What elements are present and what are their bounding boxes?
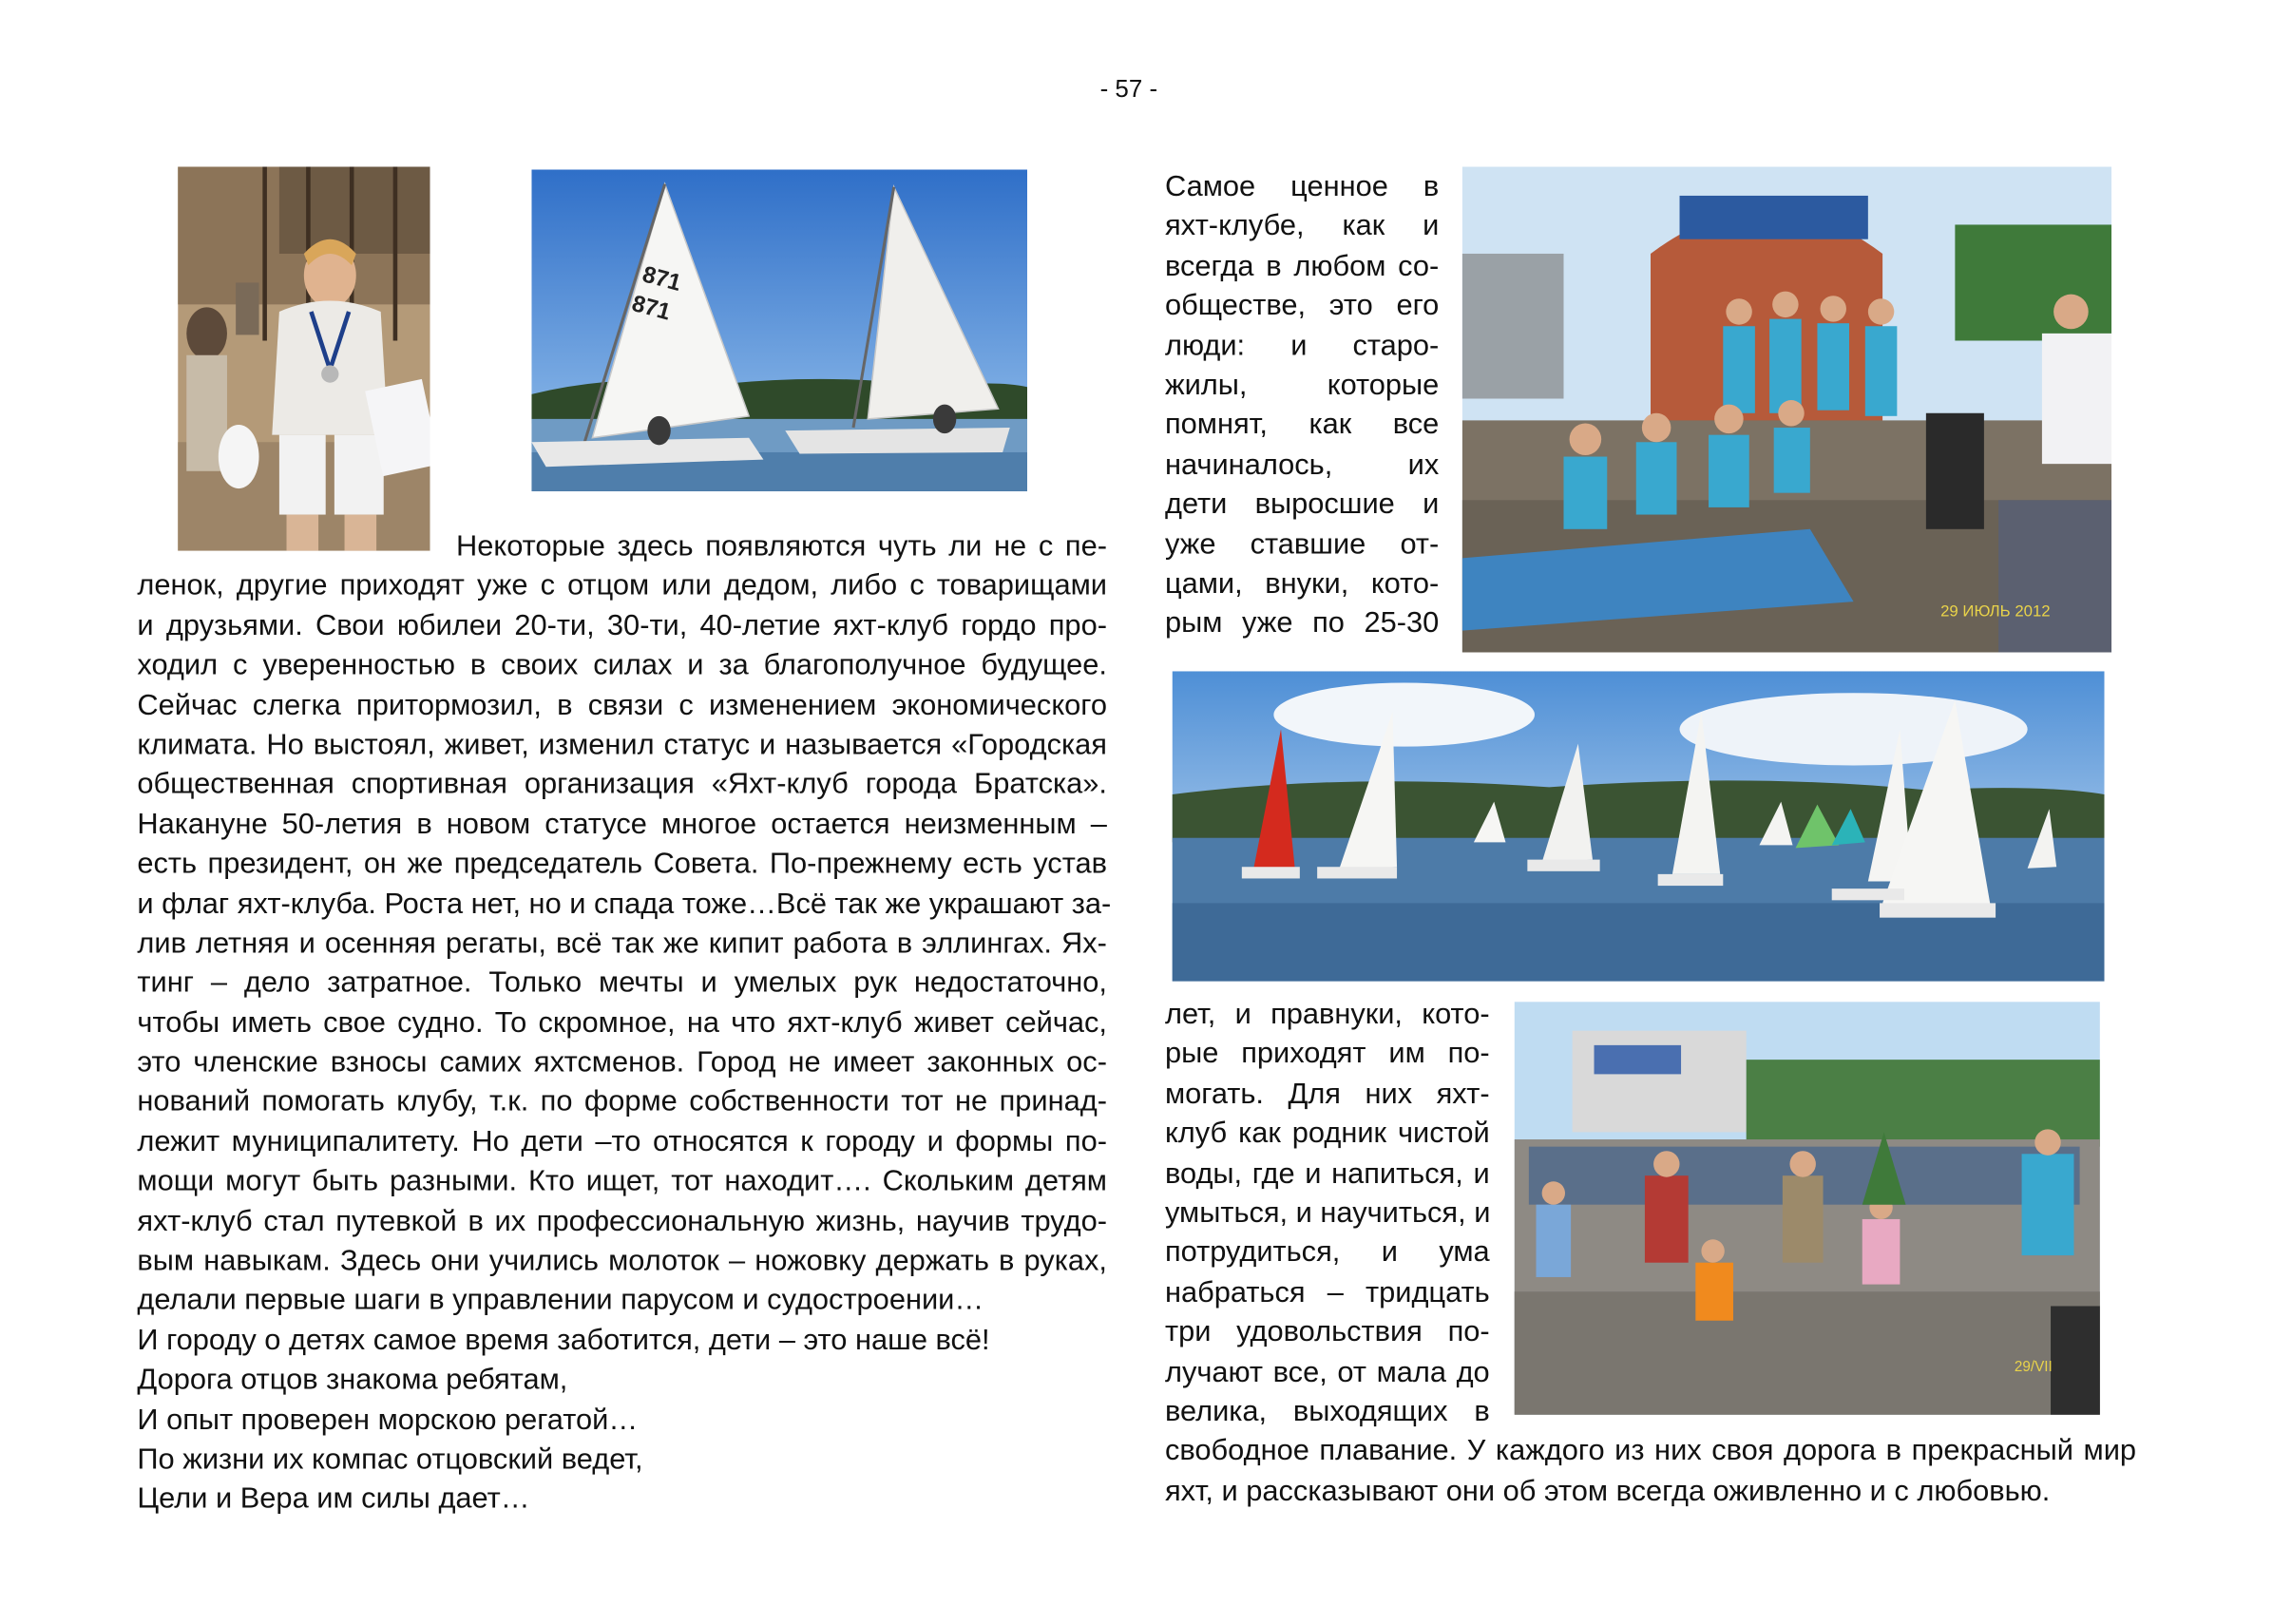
left-para-line: это членские взносы самих яхтсменов. Город не имеет законных ос- — [137, 1046, 1107, 1079]
left-paragraph — [137, 567, 1112, 1520]
right-final-line: яхт, и рассказывают они об этом всегда оживленно и с любовью. — [1164, 1475, 2051, 1508]
right-wide-paragraph — [1165, 1433, 2136, 1513]
right-bottom-line: велика, выходящих в — [1164, 1395, 1490, 1428]
right-bottom-line: набраться – тридцать — [1164, 1276, 1490, 1309]
left-para-line-1: Некоторые здесь появляются чуть ли не с пе- — [456, 530, 1107, 563]
page-number: - 57 - — [1099, 75, 1158, 104]
right-bottom-line: лет, и правнуки, кото- — [1164, 999, 1490, 1031]
left-para-line: вым навыкам. Здесь они учились молоток – ножовку держать в руках, — [137, 1245, 1107, 1278]
right-bottom-line: клуб как родник чистой — [1164, 1118, 1490, 1150]
photo-two-sailboats — [531, 169, 1027, 491]
right-top-line: начиналось, их — [1164, 449, 1440, 482]
right-top-line: люди: и старо- — [1164, 330, 1440, 362]
left-para-line: ходил с уверенностью в своих силах и за благополучное будущее. — [137, 649, 1107, 682]
right-top-line: всегда в любом со- — [1164, 250, 1440, 283]
right-top-line: яхт-клубе, как и — [1164, 210, 1440, 243]
left-para-line: Сейчас слегка притормозил, в связи с изменением экономического — [137, 689, 1107, 722]
poem-line: И опыт проверен морскою регатой… — [137, 1404, 639, 1437]
left-para-last-line: делали первые шаги в управлении парусом и судостроении… — [137, 1285, 984, 1317]
left-para-line: тинг – дело затратное. Только мечты и умелых рук недостаточно, — [137, 966, 1107, 1000]
right-bottom-line: умыться, и научиться, и — [1164, 1196, 1491, 1230]
left-para-line: и друзьями. Свои юбилеи 20-ти, 30-ти, 40-летие яхт-клуб гордо про- — [137, 609, 1107, 642]
right-top-line: уже ставшие от- — [1164, 528, 1440, 561]
left-para-line: лив летняя и осенняя регаты, всё так же кипит работа в эллингах. Ях- — [137, 927, 1107, 960]
right-bottom-line: рые приходят им по- — [1164, 1038, 1490, 1071]
right-top-line: Самое ценное в — [1164, 171, 1440, 203]
left-para-line: и флаг яхт-клуба. Роста нет, но и спада тоже…Всё так же украшают за- — [137, 888, 1112, 920]
right-bottom-paragraph — [1165, 996, 1490, 1433]
photo-festival-dance — [1515, 1002, 2100, 1415]
right-top-line: помнят, как все — [1164, 409, 1440, 442]
left-para-line: нований помогать клубу, т.к. по форме собственности тот не принад- — [137, 1086, 1107, 1118]
right-bottom-line: три удовольствия по- — [1164, 1316, 1490, 1348]
svg-text:871: 871 — [629, 291, 674, 326]
festival-date-stamp: 29/VII — [2014, 1359, 2053, 1376]
right-top-line: обществе, это его — [1164, 290, 1440, 322]
poem-line: Дорога отцов знакома ребятам, — [137, 1364, 568, 1397]
document-page — [1, 0, 2273, 1624]
photo-club-members-crowd — [1462, 166, 2111, 652]
photo-sailor-with-medal — [178, 166, 430, 550]
photo-regatta-panorama — [1173, 671, 2105, 981]
poem-line: По жизни их компас отцовский ведет, — [137, 1443, 643, 1476]
left-para-line: чтобы иметь свое судно. То скромное, на что яхт-клуб живет сейчас, — [137, 1006, 1107, 1040]
left-para-line: мощи могут быть разными. Кто ищет, тот находит…. Скольким детям — [137, 1165, 1107, 1198]
right-bottom-line: могать. Для них яхт- — [1164, 1078, 1490, 1111]
poem-line: Цели и Вера им силы дает… — [137, 1483, 530, 1516]
left-para-line: Накануне 50-летия в новом статусе многое остается неизменным – — [137, 808, 1107, 841]
left-para-line: яхт-клуб стал путевкой в их профессиональную жизнь, научив трудо- — [137, 1205, 1107, 1238]
right-top-line: рым уже по 25-30 — [1164, 607, 1440, 640]
right-top-line: цами, внуки, кото- — [1164, 567, 1440, 601]
left-para-line: есть президент, он же председатель Совета. По-прежнему есть устав — [137, 848, 1107, 881]
left-para-line: общественная спортивная организация «Яхт-клуб города Братска». — [137, 769, 1107, 801]
sail-number-1: 871 — [640, 261, 684, 296]
right-bottom-line: лучают все, от мала до — [1164, 1356, 1490, 1388]
right-top-line: дети выросшие и — [1164, 488, 1440, 521]
left-para-line: лежит муниципалитету. Но дети –то относятся к городу и формы по- — [137, 1126, 1107, 1158]
right-wide-line: свободное плавание. У каждого из них своя дорога в прекрасный мир — [1164, 1435, 2137, 1468]
right-top-line: жилы, которые — [1164, 369, 1440, 402]
left-para-line: климата. Но выстоял, живет, изменил статус и называется «Городская — [137, 729, 1107, 761]
right-top-paragraph — [1165, 168, 1439, 644]
closing-line: И городу о детях самое время заботится, дети – это наше всё! — [137, 1325, 990, 1357]
photo-date-stamp: 29 ИЮЛЬ 2012 — [1940, 602, 2051, 621]
right-bottom-line: потрудиться, и ума — [1164, 1236, 1490, 1270]
left-para-line: ленок, другие приходят уже с отцом или дедом, либо с товарищами — [137, 570, 1107, 602]
right-bottom-line: воды, где и напиться, и — [1164, 1157, 1490, 1190]
